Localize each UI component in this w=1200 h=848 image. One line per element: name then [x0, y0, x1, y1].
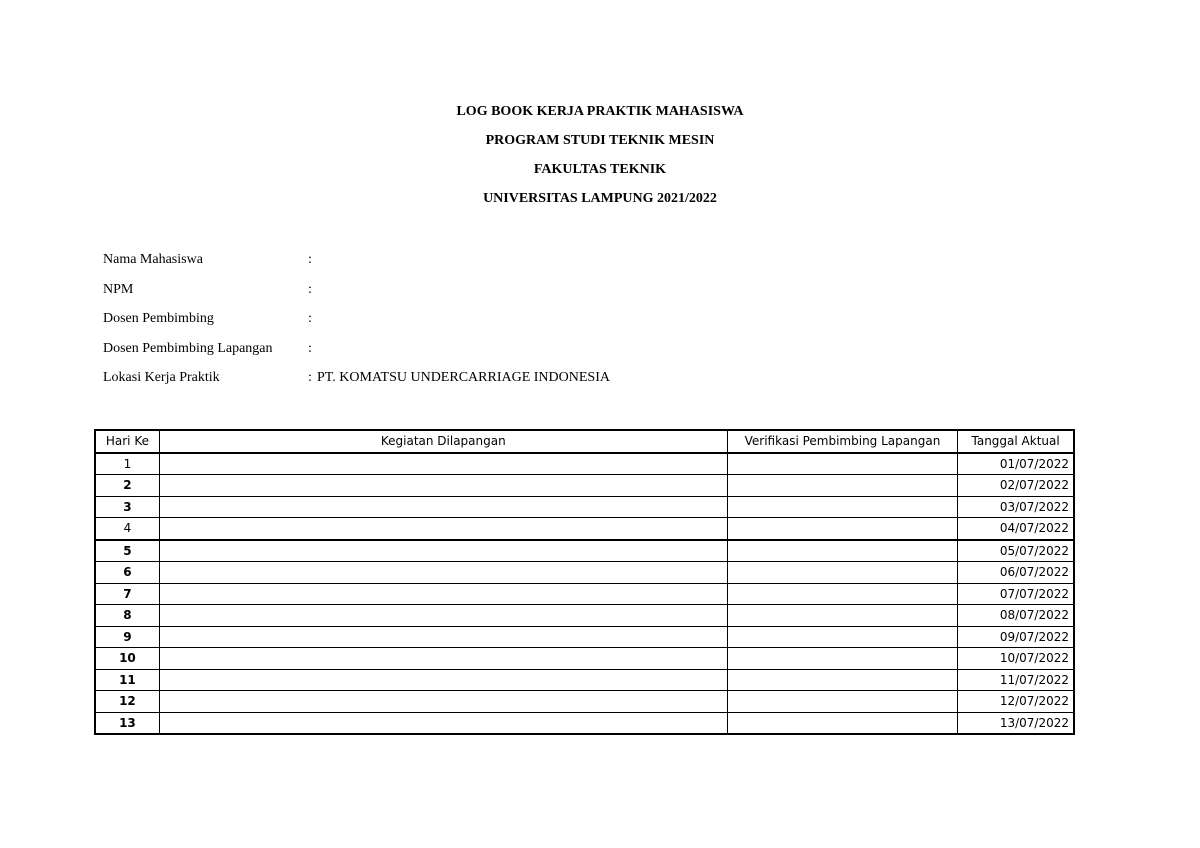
day-cell: 9 [95, 626, 159, 648]
table-row [95, 518, 1074, 540]
day-cell: 3 [95, 496, 159, 518]
verification-cell [727, 562, 957, 584]
date-cell: 12/07/2022 [958, 691, 1074, 713]
document-title [0, 103, 1200, 219]
info-label: Dosen Pembimbing [103, 311, 214, 326]
verification-cell [727, 648, 957, 670]
date-cell: 03/07/2022 [958, 496, 1074, 518]
title-line: UNIVERSITAS LAMPUNG 2021/2022 [483, 191, 717, 206]
activity-cell [159, 496, 727, 518]
date-cell: 01/07/2022 [958, 453, 1074, 475]
date-cell: 08/07/2022 [958, 605, 1074, 627]
day-cell: 13 [95, 712, 159, 734]
table-row [95, 583, 1074, 605]
day-cell: 6 [95, 562, 159, 584]
info-label: Nama Mahasiswa [103, 252, 203, 267]
title-line: FAKULTAS TEKNIK [533, 162, 667, 177]
activity-cell [159, 605, 727, 627]
info-colon: : [308, 252, 312, 267]
day-cell: 1 [95, 453, 159, 475]
info-colon: : [308, 340, 312, 356]
column-header-day: Hari Ke [95, 430, 159, 453]
verification-cell [727, 626, 957, 648]
verification-cell [727, 518, 957, 540]
table-row [95, 475, 1074, 497]
title-line: PROGRAM STUDI TEKNIK MESIN [485, 133, 715, 148]
table-header-row [95, 430, 1074, 453]
date-cell: 06/07/2022 [958, 562, 1074, 584]
title-line: LOG BOOK KERJA PRAKTIK MAHASISWA [456, 104, 744, 119]
info-label: Lokasi Kerja Praktik [103, 370, 220, 385]
column-header-date: Tanggal Aktual [958, 430, 1074, 453]
day-cell: 11 [95, 669, 159, 691]
verification-cell [727, 712, 957, 734]
activity-cell [159, 712, 727, 734]
table-row [95, 562, 1074, 584]
date-cell: 09/07/2022 [958, 626, 1074, 648]
info-value: PT. KOMATSU UNDERCARRIAGE INDONESIA [317, 370, 610, 385]
day-cell: 7 [95, 583, 159, 605]
verification-cell [727, 583, 957, 605]
verification-cell [727, 453, 957, 475]
date-cell: 04/07/2022 [958, 518, 1074, 540]
table-row [95, 453, 1074, 475]
info-label: NPM [103, 281, 134, 297]
activity-cell [159, 518, 727, 540]
activity-cell [159, 583, 727, 605]
verification-cell [727, 496, 957, 518]
date-cell: 02/07/2022 [958, 475, 1074, 497]
verification-cell [727, 669, 957, 691]
day-cell: 10 [95, 648, 159, 670]
info-colon: : [308, 281, 312, 297]
table-row [95, 540, 1074, 562]
table-row [95, 496, 1074, 518]
table-row [95, 712, 1074, 734]
date-cell: 07/07/2022 [958, 583, 1074, 605]
day-cell: 12 [95, 691, 159, 713]
verification-cell [727, 475, 957, 497]
logbook-table [94, 429, 1075, 735]
table-row [95, 648, 1074, 670]
activity-cell [159, 669, 727, 691]
verification-cell [727, 605, 957, 627]
day-cell: 8 [95, 605, 159, 627]
date-cell: 13/07/2022 [958, 712, 1074, 734]
table-row [95, 626, 1074, 648]
activity-cell [159, 540, 727, 562]
activity-cell [159, 626, 727, 648]
activity-cell [159, 691, 727, 713]
activity-cell [159, 648, 727, 670]
info-colon: : [308, 311, 312, 326]
table-row [95, 691, 1074, 713]
activity-cell [159, 453, 727, 475]
day-cell: 4 [95, 518, 159, 540]
verification-cell [727, 540, 957, 562]
day-cell: 5 [95, 540, 159, 562]
verification-cell [727, 691, 957, 713]
date-cell: 11/07/2022 [958, 669, 1074, 691]
column-header-verification: Verifikasi Pembimbing Lapangan [727, 430, 957, 453]
table-row [95, 669, 1074, 691]
table-row [95, 605, 1074, 627]
day-cell: 2 [95, 475, 159, 497]
info-label: Dosen Pembimbing Lapangan [103, 340, 273, 356]
date-cell: 05/07/2022 [958, 540, 1074, 562]
date-cell: 10/07/2022 [958, 648, 1074, 670]
activity-cell [159, 562, 727, 584]
activity-cell [159, 475, 727, 497]
column-header-activity: Kegiatan Dilapangan [159, 430, 727, 453]
info-colon: : [308, 370, 312, 385]
